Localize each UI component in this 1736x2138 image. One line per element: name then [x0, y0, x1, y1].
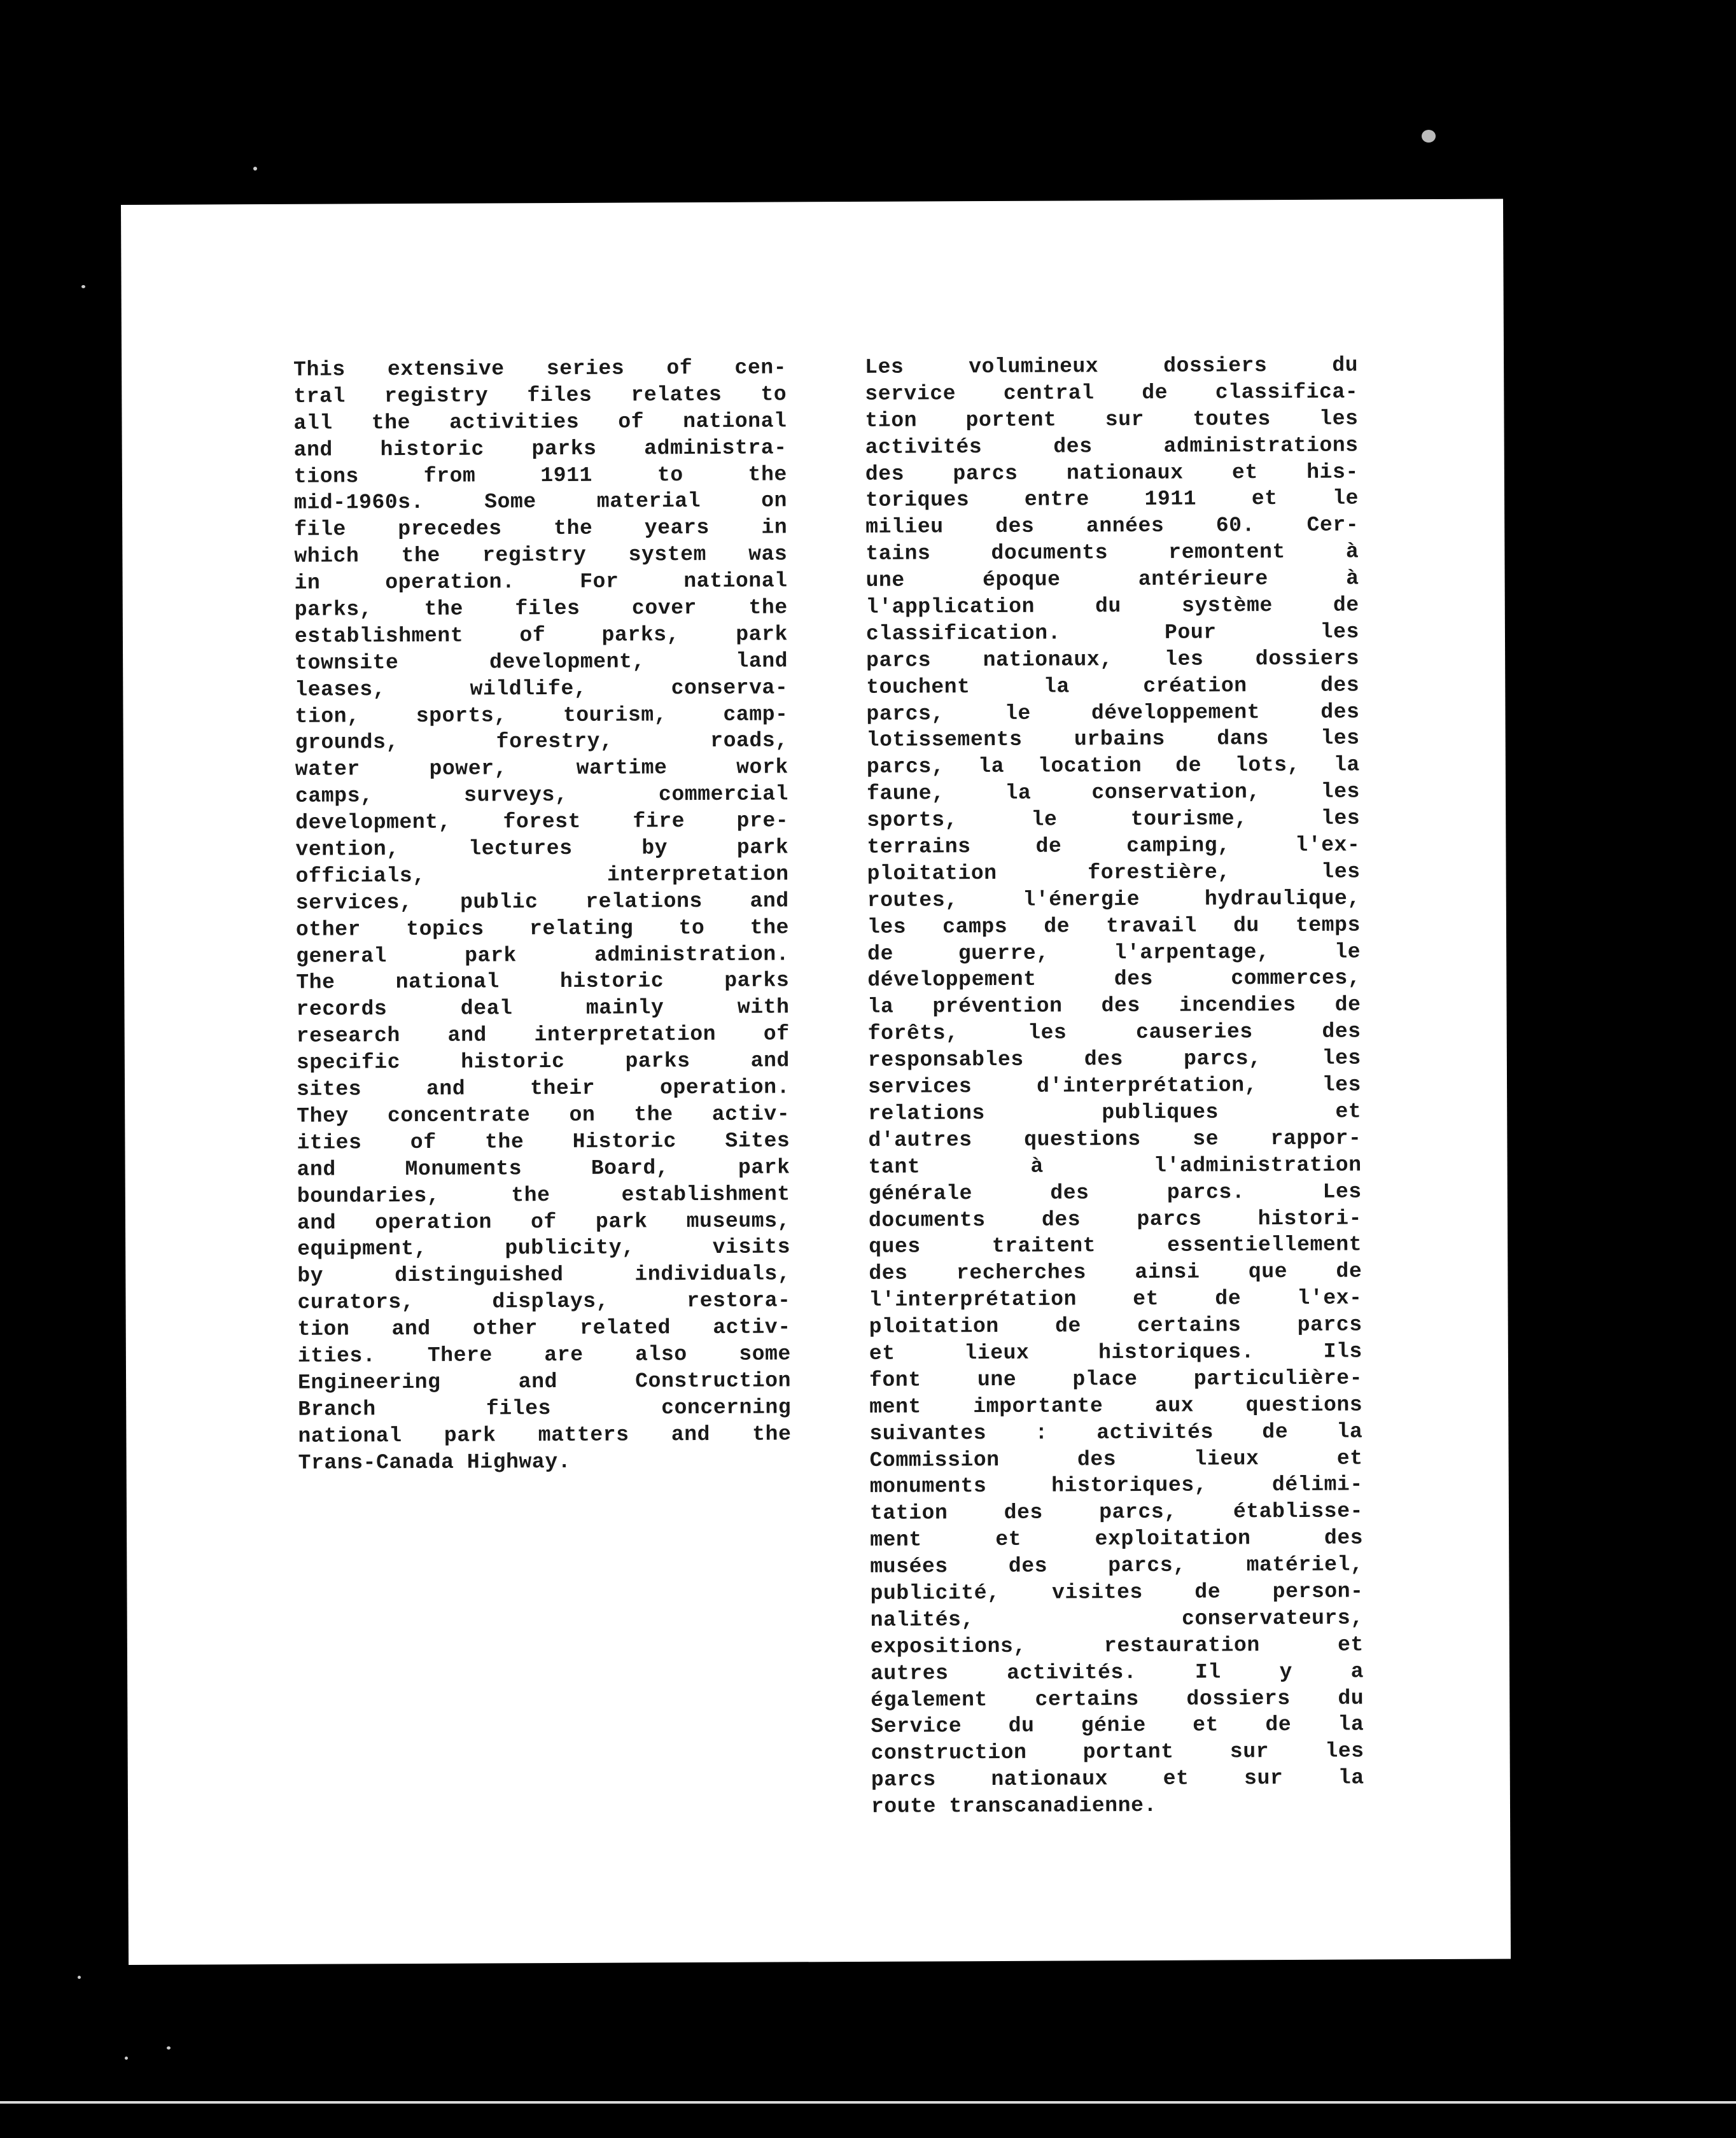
french-text-line: Les volumineux dossiers du: [865, 353, 1359, 379]
french-text-line: de guerre, l'arpentage, le: [867, 940, 1361, 966]
english-text-line: grounds, forestry, roads,: [295, 729, 788, 755]
document-page: [121, 199, 1511, 1965]
english-column: [293, 354, 792, 1476]
scan-speck: [167, 2046, 171, 2050]
french-text-line: tation des parcs, établisse-: [869, 1499, 1364, 1526]
english-text-line: file precedes the years in: [294, 515, 788, 542]
english-text-line: equipment, publicity, visits: [297, 1235, 791, 1262]
english-text-line: other topics relating to the: [295, 916, 790, 942]
french-text-line: tant à l'administration: [868, 1153, 1362, 1179]
french-text-line: forêts, les causeries des: [867, 1019, 1361, 1046]
french-text-line: responsables des parcs, les: [867, 1046, 1361, 1073]
french-text-line: Service du génie et de la: [871, 1712, 1364, 1739]
french-text-line: activités des administrations: [865, 433, 1359, 459]
english-text-line: officials, interpretation: [295, 862, 789, 888]
french-column: [865, 353, 1364, 1820]
english-text-line: This extensive series of cen-: [293, 356, 787, 382]
french-text-line: la prévention des incendies de: [867, 993, 1361, 1019]
english-text-line: ities. There are also some: [297, 1342, 791, 1368]
english-text-line: leases, wildlife, conserva-: [295, 676, 788, 702]
english-text-line: boundaries, the establishment: [297, 1182, 790, 1208]
french-text-line: monuments historiques, délimi-: [869, 1472, 1363, 1499]
english-text-line: and Monuments Board, park: [297, 1156, 790, 1182]
french-text-line: faune, la conservation, les: [866, 779, 1361, 806]
french-text-line: également certains dossiers du: [871, 1686, 1364, 1712]
french-text-line: route transcanadienne.: [871, 1794, 1157, 1819]
english-text-line: The national historic parks: [296, 968, 790, 995]
english-text-line: Engineering and Construction: [297, 1369, 792, 1395]
french-text-line: ment et exploitation des: [870, 1526, 1364, 1553]
french-text-line: ploitation de certains parcs: [869, 1313, 1362, 1339]
french-text-line: suivantes : activités de la: [869, 1420, 1363, 1446]
scan-speck: [125, 2057, 128, 2060]
english-text-line: which the registry system was: [294, 542, 788, 569]
english-text-line: services, public relations and: [295, 889, 789, 915]
french-text-line: tion portent sur toutes les: [865, 407, 1359, 433]
french-text-line: parcs nationaux et sur la: [871, 1766, 1364, 1792]
french-text-line: ment importante aux questions: [869, 1393, 1363, 1419]
french-text-line: services d'interprétation, les: [867, 1073, 1362, 1099]
english-text-line: specific historic parks and: [296, 1049, 790, 1075]
french-text-line: développement des commerces,: [867, 966, 1361, 993]
english-text-line: records deal mainly with: [296, 995, 790, 1022]
french-text-line: lotissements urbains dans les: [866, 726, 1360, 753]
french-text-line: font une place particulière-: [869, 1366, 1363, 1392]
french-text-line: toriques entre 1911 et le: [865, 486, 1359, 513]
english-text-line: tion, sports, tourism, camp-: [295, 702, 788, 729]
french-text-line: service central de classifica-: [865, 380, 1359, 406]
french-text-line: autres activités. Il y a: [871, 1659, 1364, 1686]
english-text-line: curators, displays, restora-: [297, 1289, 791, 1315]
french-text-line: touchent la création des: [866, 673, 1360, 699]
french-text-line: construction portant sur les: [871, 1739, 1364, 1766]
french-text-line: ploitation forestière, les: [867, 860, 1361, 886]
french-text-line: d'autres questions se rappor-: [868, 1126, 1362, 1152]
french-text-line: et lieux historiques. Ils: [869, 1339, 1362, 1366]
english-text-line: sites and their operation.: [296, 1075, 790, 1101]
english-text-line: in operation. For national: [294, 569, 788, 595]
french-text-line: expositions, restauration et: [870, 1633, 1364, 1659]
french-text-line: les camps de travail du temps: [867, 913, 1361, 939]
french-text-line: parcs, le développement des: [866, 700, 1360, 726]
french-text-line: documents des parcs histori-: [868, 1206, 1362, 1233]
english-text-line: tions from 1911 to the: [293, 462, 787, 489]
french-text-line: générale des parcs. Les: [868, 1180, 1362, 1206]
english-text-line: research and interpretation of: [296, 1022, 790, 1049]
english-text-line: and operation of park museums,: [297, 1208, 791, 1235]
english-text-line: establishment of parks, park: [294, 622, 788, 648]
english-text-line: and historic parks administra-: [293, 436, 787, 462]
english-text-line: Branch files concerning: [298, 1395, 792, 1422]
french-text-line: tains documents remontent à: [865, 540, 1359, 566]
french-text-line: une époque antérieure à: [865, 566, 1359, 593]
english-text-line: by distinguished individuals,: [297, 1262, 791, 1289]
french-text-line: l'interprétation et de l'ex-: [869, 1286, 1362, 1313]
english-text-line: general park administration.: [296, 942, 790, 968]
english-text-line: tion and other related activ-: [297, 1315, 791, 1341]
french-text-line: milieu des années 60. Cer-: [865, 513, 1359, 540]
scanner-edge-line: [0, 2101, 1736, 2104]
french-text-line: ques traitent essentiellement: [869, 1233, 1362, 1259]
english-text-line: They concentrate on the activ-: [297, 1102, 790, 1128]
french-text-line: routes, l'énergie hydraulique,: [867, 886, 1361, 912]
french-text-line: parcs nationaux, les dossiers: [866, 646, 1360, 673]
english-text-line: all the activities of national: [293, 409, 787, 435]
english-text-line: ities of the Historic Sites: [297, 1129, 790, 1155]
english-text-line: water power, wartime work: [295, 755, 788, 782]
english-text-line: camps, surveys, commercial: [295, 782, 789, 809]
french-text-line: l'application du système de: [865, 593, 1359, 619]
scan-speck: [81, 285, 85, 288]
scan-speck: [1422, 130, 1436, 143]
english-text-line: mid-1960s. Some material on: [293, 489, 788, 515]
french-text-line: sports, le tourisme, les: [867, 806, 1361, 833]
french-text-line: des parcs nationaux et his-: [865, 460, 1359, 486]
scan-speck: [253, 167, 257, 171]
french-text-line: musées des parcs, matériel,: [870, 1553, 1364, 1579]
french-text-line: publicité, visites de person-: [870, 1579, 1364, 1605]
english-text-line: parks, the files cover the: [294, 596, 788, 622]
french-text-line: classification. Pour les: [865, 620, 1360, 646]
french-text-line: des recherches ainsi que de: [869, 1259, 1362, 1286]
french-text-line: Commission des lieux et: [869, 1446, 1363, 1472]
english-text-line: national park matters and the: [298, 1422, 792, 1448]
french-text-line: parcs, la location de lots, la: [866, 753, 1360, 779]
english-text-line: Trans-Canada Highway.: [298, 1450, 571, 1475]
english-text-line: vention, lectures by park: [295, 835, 789, 862]
english-text-line: development, forest fire pre-: [295, 809, 789, 835]
english-text-line: tral registry files relates to: [293, 382, 787, 409]
french-text-line: relations publiques et: [868, 1100, 1362, 1126]
english-text-line: townsite development, land: [295, 649, 788, 675]
scan-speck: [78, 1976, 81, 1979]
french-text-line: nalités, conservateurs,: [870, 1606, 1364, 1632]
french-text-line: terrains de camping, l'ex-: [867, 833, 1361, 859]
